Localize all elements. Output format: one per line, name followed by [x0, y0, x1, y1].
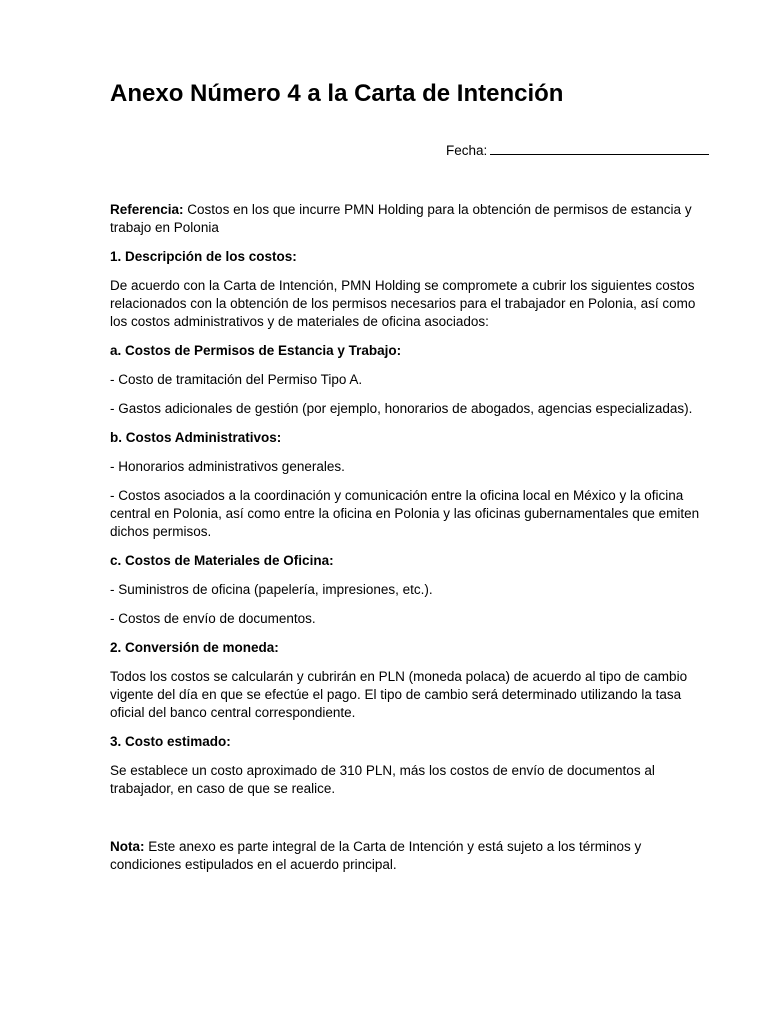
document-title: Anexo Número 4 a la Carta de Intención: [110, 80, 564, 107]
section-3-text: Se establece un costo aproximado de 310 PLN, más los costos de envío de documentos al trabajador, en caso de que se realice.: [110, 763, 655, 796]
section-b-item: - Honorarios administrativos generales.: [110, 459, 345, 474]
section-c-item: - Suministros de oficina (papelería, impresiones, etc.).: [110, 582, 433, 597]
note-label: Nota:: [110, 839, 145, 854]
section-3-heading: 3. Costo estimado:: [110, 734, 231, 749]
section-1-intro: De acuerdo con la Carta de Intención, PMN Holding se compromete a cubrir los siguientes costos relacionados con la obtención de los permisos necesarios para el trabajador en Polonia, así como los costos administrativos y de materiales de oficina asociados:: [110, 278, 696, 329]
section-b-heading: b. Costos Administrativos:: [110, 430, 282, 445]
reference-paragraph: [110, 201, 714, 237]
date-blank-line: [490, 142, 709, 155]
section-c-item: - Costos de envío de documentos.: [110, 611, 316, 626]
note-text: Este anexo es parte integral de la Carta de Intención y está sujeto a los términos y condiciones estipulados en el acuerdo principal.: [110, 839, 642, 872]
section-b-item: - Costos asociados a la coordinación y comunicación entre la oficina local en México y la oficina central en Polonia, así como entre la oficina en Polonia y las oficinas gubernamentales que emiten dichos permisos.: [110, 488, 700, 539]
section-c-heading: c. Costos de Materiales de Oficina:: [110, 553, 334, 568]
section-a-heading: a. Costos de Permisos de Estancia y Trabajo:: [110, 343, 402, 358]
section-a-item: - Costo de tramitación del Permiso Tipo A.: [110, 372, 363, 387]
section-2-heading: 2. Conversión de moneda:: [110, 640, 279, 655]
date-field: [446, 142, 714, 158]
date-label: Fecha:: [446, 143, 488, 158]
reference-text: Costos en los que incurre PMN Holding para la obtención de permisos de estancia y trabajo en Polonia: [110, 202, 692, 235]
reference-label: Referencia:: [110, 202, 184, 217]
section-a-item: - Gastos adicionales de gestión (por ejemplo, honorarios de abogados, agencias especializadas).: [110, 401, 693, 416]
note-paragraph: [110, 838, 714, 874]
section-1-heading: 1. Descripción de los costos:: [110, 249, 297, 264]
section-2-text: Todos los costos se calcularán y cubrirán en PLN (moneda polaca) de acuerdo al tipo de cambio vigente del día en que se efectúe el pago. El tipo de cambio será determinado utilizando la tasa oficial del banco central correspondiente.: [110, 669, 688, 720]
document-body: [110, 201, 714, 885]
